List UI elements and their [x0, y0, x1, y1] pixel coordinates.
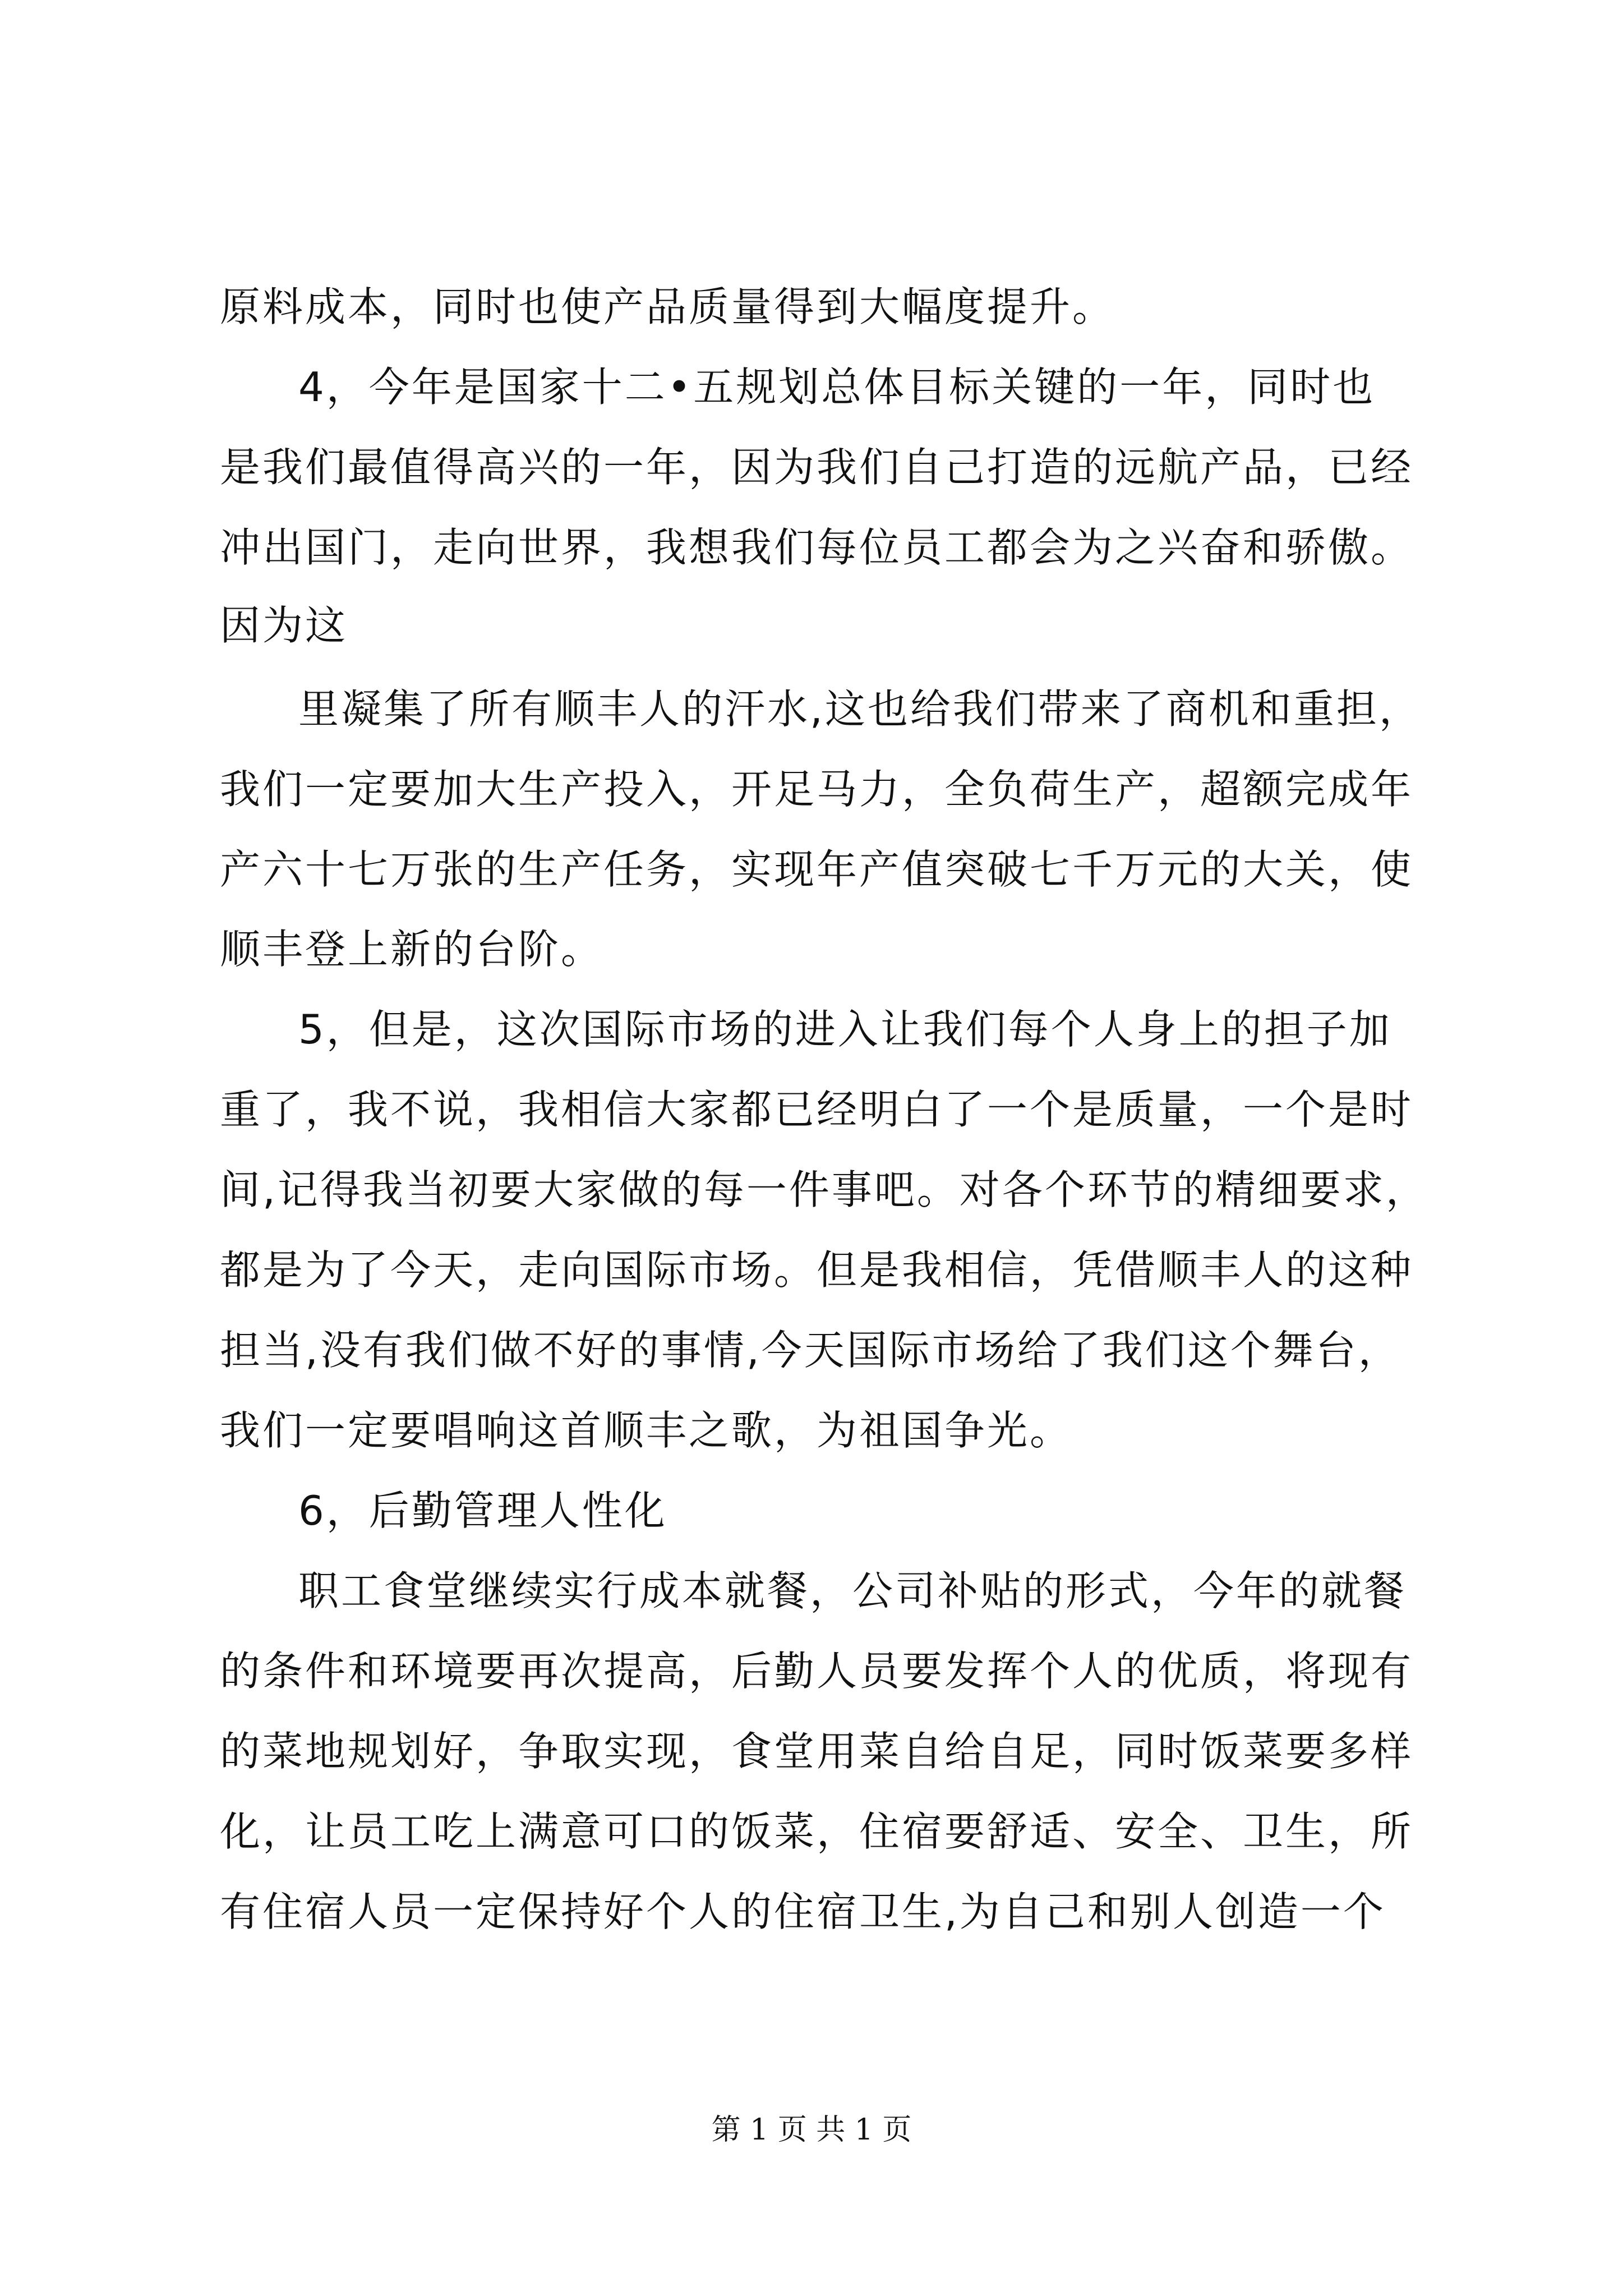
text-line: 原料成本，同时也使产品质量得到大幅度提升。: [220, 283, 1115, 330]
text-line: 都是为了今天，走向国际市场。但是我相信，凭借顺丰人的这种: [220, 1246, 1414, 1294]
text-line: 是我们最值得高兴的一年，因为我们自己打造的远航产品，已经: [220, 444, 1414, 491]
page-footer: 第 1 页 共 1 页: [711, 2113, 912, 2147]
text-line: 间,记得我当初要大家做的每一件事吧。对各个环节的精细要求，: [220, 1166, 1428, 1213]
text-line: 冲出国门，走向世界，我想我们每位员工都会为之兴奋和骄傲。: [220, 524, 1414, 571]
text-line: 5，但是，这次国际市场的进入让我们每个人身上的担子加: [298, 1006, 1392, 1053]
text-line: 职工食堂继续实行成本就餐，公司补贴的形式，今年的就餐: [298, 1567, 1407, 1614]
text-line: 有住宿人员一定保持好个人的住宿卫生,为自己和别人创造一个: [220, 1888, 1386, 1935]
text-line: 我们一定要唱响这首顺丰之歌，为祖国争光。: [220, 1407, 1073, 1454]
text-line: 的条件和环境要再次提高，后勤人员要发挥个人的优质，将现有: [220, 1648, 1414, 1695]
text-line: 重了，我不说，我相信大家都已经明白了一个是质量，一个是时: [220, 1086, 1414, 1133]
text-line: 6，后勤管理人性化: [298, 1487, 667, 1534]
text-line: 我们一定要加大生产投入，开足马力，全负荷生产，超额完成年: [220, 766, 1414, 813]
text-line: 的菜地规划好，争取实现，食堂用菜自给自足，同时饭菜要多样: [220, 1728, 1414, 1775]
text-line: 顺丰登上新的台阶。: [220, 926, 604, 973]
text-line: 4，今年是国家十二•五规划总体目标关键的一年，同时也: [298, 364, 1376, 411]
text-line: 因为这: [220, 602, 348, 649]
text-line: 化，让员工吃上满意可口的饭菜，住宿要舒适、安全、卫生，所: [220, 1808, 1414, 1855]
text-line: 产六十七万张的生产任务，实现年产值突破七千万元的大关，使: [220, 846, 1414, 893]
text-line: 担当,没有我们做不好的事情,今天国际市场给了我们这个舞台，: [220, 1327, 1401, 1374]
text-line: 里凝集了所有顺丰人的汗水,这也给我们带来了商机和重担，: [298, 685, 1422, 733]
